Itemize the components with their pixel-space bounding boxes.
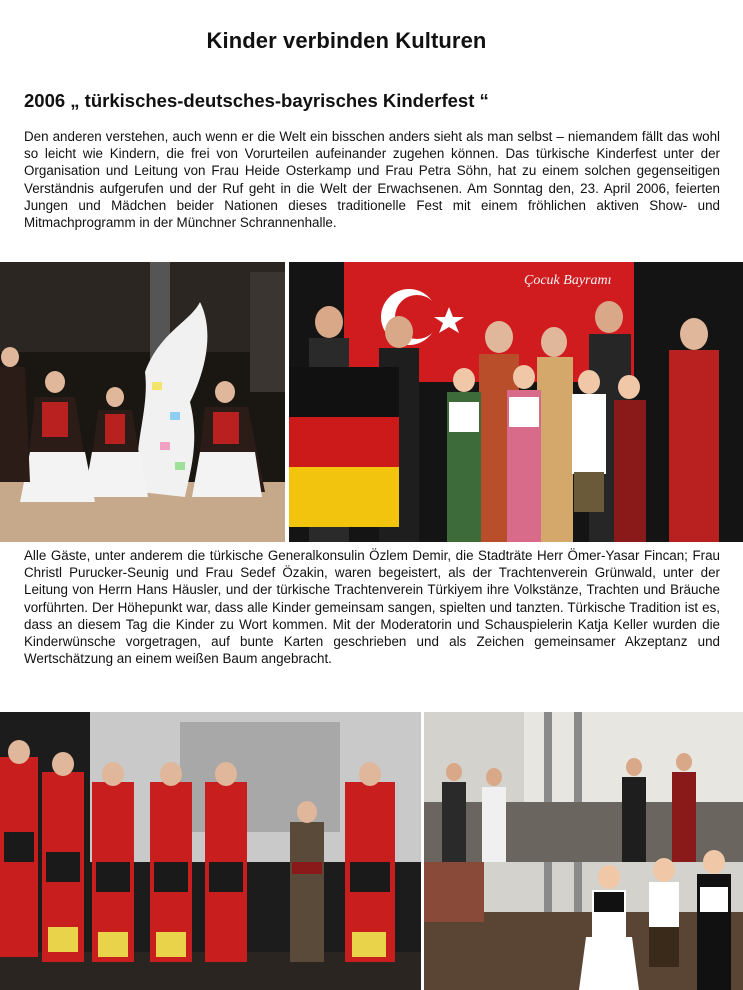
photo-children-dancing-icon xyxy=(0,262,285,542)
photo-turkish-dance-group-icon xyxy=(0,712,421,990)
banner-text: Çocuk Bayramı xyxy=(524,273,612,288)
photo-group-with-flags xyxy=(289,262,743,542)
photo-bavarian-dance-group-icon xyxy=(424,712,743,990)
photo-children-dancing xyxy=(0,262,285,542)
article-subtitle: 2006 „ türkisches-deutsches-bayrisches Kinderfest “ xyxy=(24,90,489,111)
intro-paragraph: Den anderen verstehen, auch wenn er die Welt ein bisschen anders sieht als man selbst – niemandem fällt das wohl so leicht wie Kindern, die frei von Vorurteilen aufeinander zugehen können. Das türkische Kinderfest unter der Organisation und Leitung von Frau Heide Osterkamp und Frau Petra Söhn, hat zu einem solchen gegenseitigen Verständnis aufgerufen und der Ruf geht in die Welt der Erwachsenen. Am Sonntag den, 23. April 2006, feierten Jungen und Mädchen beider Nationen dieses traditionelle Fest mit einem fröhlichen aktiven Show- und Mitmachprogramm in der Münchner Schrannenhalle. xyxy=(24,129,720,231)
guests-paragraph: Alle Gäste, unter anderem die türkische Generalkonsulin Özlem Demir, die Stadträte Herr Ömer-Yasar Fincan; Frau Christl Purucker-Seunig und Frau Sedef Özakin, waren begeistert, als der Trachtenverein Grünwald, unter der Leitung von Herrn Hans Häusler, und der türkische Trachtenverein Türkiyem ihre Volkstänze, Trachten und Bräuche vorführten. Der Höhepunkt war, dass alle Kinder gemeinsam sangen, spielten und tanzten. Türkische Tradition ist es, dass an diesem Tag die Kinder zu Wort kommen. Mit der Moderatorin und Schauspielerin Katja Keller wurden die Kinderwünsche vorgetragen, auf bunte Karten geschrieben und als Zeichen gemeinsamer Akzeptanz und Wertschätzung an einem weißen Baum angebracht. xyxy=(24,548,720,667)
photo-bavarian-dance-group xyxy=(424,712,743,990)
photo-group-with-flags-icon xyxy=(289,262,743,542)
page-title: Kinder verbinden Kulturen xyxy=(206,28,487,53)
photo-turkish-dance-group xyxy=(0,712,421,990)
